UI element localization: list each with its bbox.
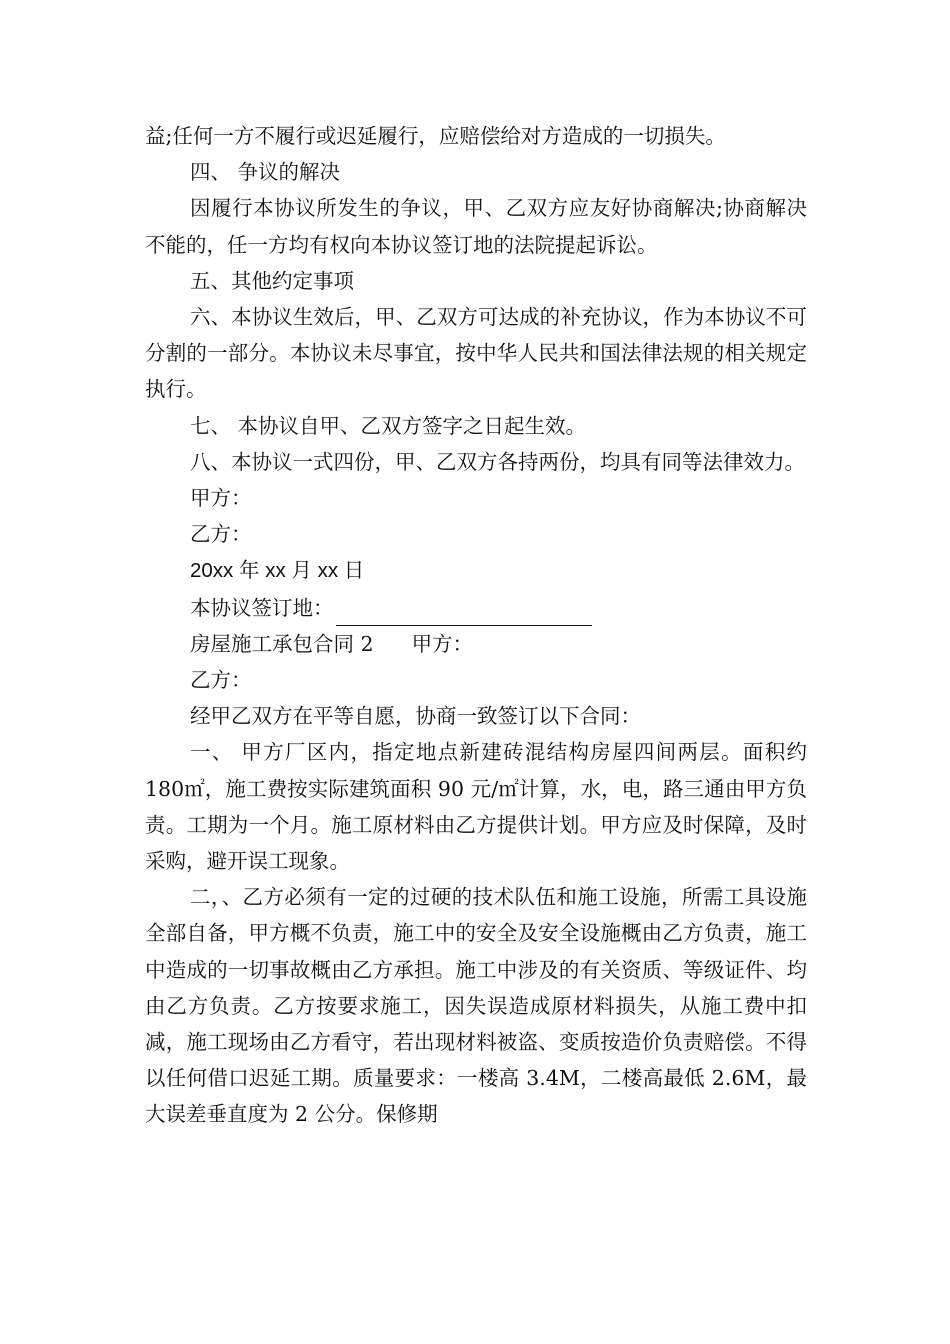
paragraph-supplementary-agreement: 六、本协议生效后，甲、乙双方可达成的补充协议，作为本协议不可分割的一部分。本协议未尽事宜，按中华人民共和国法律法规的相关规定执行。 bbox=[145, 305, 807, 402]
contract-2-party-a: 甲方： bbox=[411, 631, 474, 656]
heading-dispute-resolution: 四、 争议的解决 bbox=[190, 160, 341, 185]
signing-place-label: 本协议签订地： bbox=[190, 595, 334, 620]
document-body bbox=[145, 118, 807, 1133]
paragraph-continuation: 益;任何一方不履行或迟延履行，应赔偿给对方造成的一切损失。 bbox=[145, 124, 726, 148]
date-line bbox=[145, 552, 807, 589]
paragraph-effective: 七、 本协议自甲、乙双方签字之日起生效。 bbox=[190, 413, 587, 438]
contract-2-clause-2: 二，、乙方必须有一定的过硬的技术队伍和施工设施，所需工具设施全部自备，甲方概不负责，施工中的安全及安全设施概由乙方负责，施工中造成的一切事故概由乙方承担。施工中涉及的有关资质、等级证件、均由乙方负责。乙方按要求施工，因失误造成原材料损失，从施工费中扣减，施工现场由乙方看守，若出现材料被盗、变质按造价负责赔偿。不得以任何借口迟延工期。质量要求：一楼高 3.4M，二楼高最低 2.6M，最大误差垂直度为 2 公分。保修期 bbox=[145, 885, 807, 1127]
contract-2-clause-1: 一、 甲方厂区内，指定地点新建砖混结构房屋四间两层。面积约 180㎡，施工费按实际建筑面积 90 元/㎡计算，水，电，路三通由甲方负责。工期为一个月。施工原材料由乙方提供计划。甲方应及时保障，及时采购，避开误工现象。 bbox=[145, 740, 807, 874]
signing-place-line bbox=[145, 590, 807, 626]
heading-other-matters: 五、其他约定事项 bbox=[190, 268, 354, 293]
contract-2-title: 房屋施工承包合同 2 bbox=[190, 631, 374, 656]
party-b-label: 乙方： bbox=[190, 522, 252, 547]
signing-place-blank bbox=[336, 599, 592, 626]
contract-2-title-line bbox=[145, 626, 807, 662]
paragraph-dispute: 因履行本协议所发生的争议，甲、乙双方应友好协商解决;协商解决不能的，任一方均有权向本协议签订地的法院提起诉讼。 bbox=[145, 196, 807, 257]
contract-2-preamble: 经甲乙双方在平等自愿，协商一致签订以下合同： bbox=[190, 704, 641, 729]
contract-2-party-b: 乙方： bbox=[190, 668, 252, 693]
date-text: 20xx 年 xx 月 xx 日 bbox=[190, 559, 365, 583]
party-a-label: 甲方： bbox=[190, 486, 252, 511]
paragraph-copies: 八、本协议一式四份，甲、乙双方各持两份，均具有同等法律效力。 bbox=[190, 449, 805, 474]
